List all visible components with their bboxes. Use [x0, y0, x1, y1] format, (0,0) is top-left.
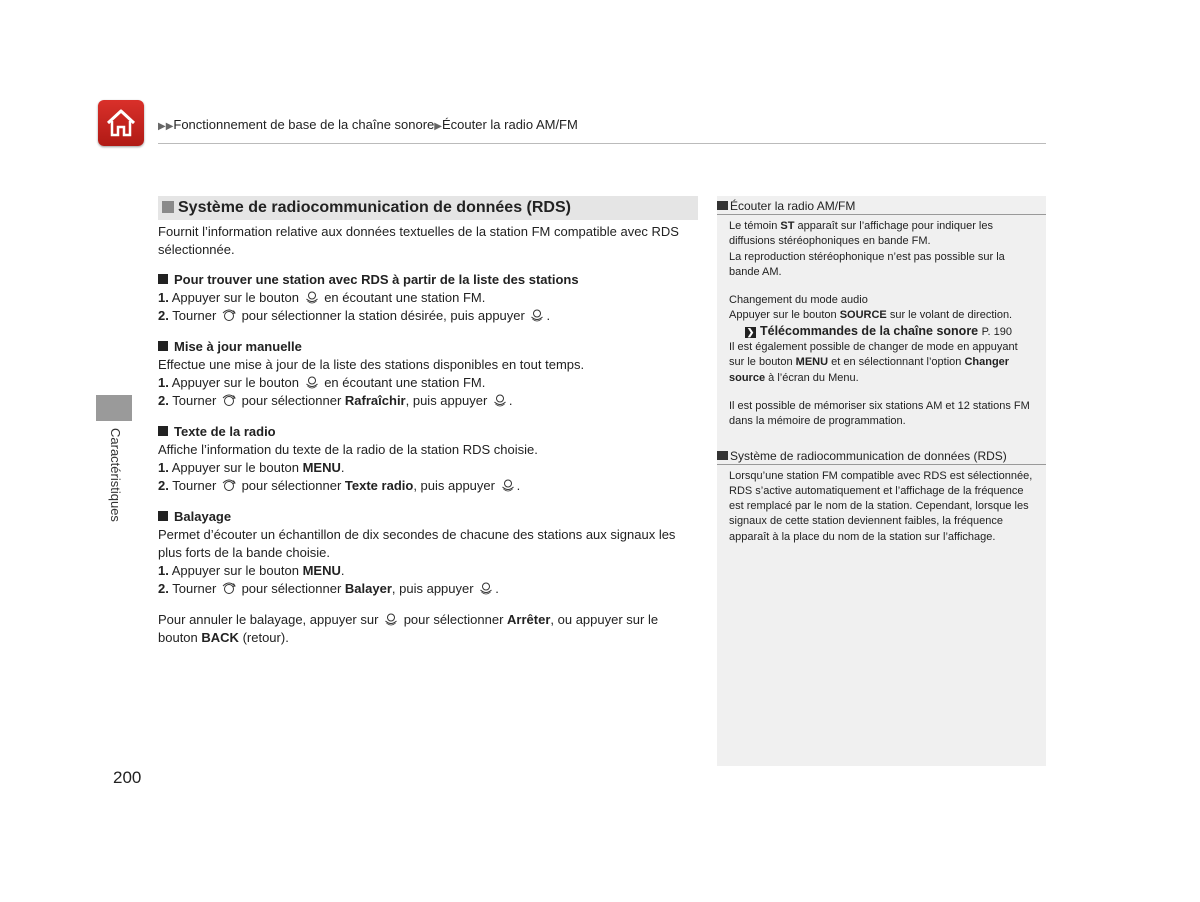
note-marker-icon — [717, 451, 728, 460]
audio-menu-button-icon — [305, 375, 319, 389]
cross-reference-link[interactable]: ❯ Télécommandes de la chaîne sonore P. 190 — [746, 323, 1013, 338]
step-1: 1. Appuyer sur le bouton MENU. — [158, 563, 345, 578]
note-paragraph: Appuyer sur le bouton SOURCE sur le volant de direction. — [729, 309, 1013, 322]
note-paragraph: Le témoin ST apparaît sur l’affichage pour indiquer les diffusions stéréophoniques en bande FM. — [729, 220, 993, 248]
bullet-square-icon — [158, 341, 168, 351]
section-heading — [158, 196, 698, 220]
sidebar-notes — [717, 196, 1046, 766]
step-2: 2. Tourner pour sélectionner la station désirée, puis appuyer . — [158, 308, 551, 323]
audio-menu-button-icon — [384, 612, 398, 626]
audio-menu-button-icon — [501, 478, 515, 492]
note-heading: Écouter la radio AM/FM — [717, 198, 1046, 215]
cancel-instruction: Pour annuler le balayage, appuyer sur pour sélectionner Arrêter, ou appuyer sur le bouton BACK (retour). — [158, 612, 659, 645]
bullet-square-icon — [158, 426, 168, 436]
step-2: 2. Tourner pour sélectionner Rafraîchir, puis appuyer . — [158, 393, 513, 408]
audio-menu-button-icon — [530, 308, 544, 322]
chapter-tab-label: Caractéristiques — [108, 428, 123, 522]
step-2: 2. Tourner pour sélectionner Balayer, puis appuyer . — [158, 581, 499, 596]
page-number: 200 — [113, 768, 142, 787]
intro-text: Fournit l’information relative aux données textuelles de la station FM compatible avec RDS sélectionnée. — [158, 224, 679, 257]
step-1: 1. Appuyer sur le bouton MENU. — [158, 460, 345, 475]
selector-knob-icon — [222, 581, 236, 595]
breadcrumb — [158, 117, 578, 132]
bullet-square-icon — [158, 511, 168, 521]
subsection-title: Texte de la radio — [158, 423, 698, 441]
breadcrumb-arrow-icon: ▶▶ — [158, 121, 174, 132]
header-divider — [158, 143, 1046, 144]
subsection-title: Pour trouver une station avec RDS à partir de la liste des stations — [158, 271, 698, 289]
breadcrumb-link-1[interactable]: Fonctionnement de base de la chaîne sonore — [173, 117, 435, 132]
subsection-desc: Permet d’écouter un échantillon de dix secondes de chacune des stations aux signaux les plus forts de la bande choisie. — [158, 527, 676, 560]
note-paragraph: La reproduction stéréophonique n’est pas possible sur la bande AM. — [729, 250, 1005, 278]
step-1: 1. Appuyer sur le bouton en écoutant une station FM. — [158, 375, 486, 390]
audio-menu-button-icon — [479, 581, 493, 595]
breadcrumb-arrow-icon: ▶ — [434, 121, 442, 132]
chapter-tab[interactable] — [96, 395, 132, 421]
home-icon[interactable] — [98, 100, 144, 146]
note-paragraph: Changement du mode audio — [729, 294, 868, 307]
subsection-title: Balayage — [158, 508, 698, 526]
note-paragraph: Il est également possible de changer de mode en appuyant sur le bouton MENU et en sélectionnant l’option Changer source à l’écran du Menu. — [729, 341, 1018, 384]
selector-knob-icon — [222, 393, 236, 407]
subsection-title: Mise à jour manuelle — [158, 338, 698, 356]
note-body — [717, 465, 1046, 545]
step-2: 2. Tourner pour sélectionner Texte radio, puis appuyer . — [158, 478, 521, 493]
step-1: 1. Appuyer sur le bouton en écoutant une station FM. — [158, 290, 486, 305]
selector-knob-icon — [222, 308, 236, 322]
breadcrumb-link-2[interactable]: Écouter la radio AM/FM — [442, 117, 578, 132]
audio-menu-button-icon — [305, 290, 319, 304]
note-marker-icon — [717, 201, 728, 210]
selector-knob-icon — [222, 478, 236, 492]
note-heading: Système de radiocommunication de données (RDS) — [717, 448, 1046, 465]
heading-square-icon — [162, 201, 174, 213]
bullet-square-icon — [158, 274, 168, 284]
note-body — [717, 215, 1046, 430]
note-paragraph: Il est possible de mémoriser six stations AM et 12 stations FM dans la mémoire de programmation. — [729, 399, 1030, 428]
audio-menu-button-icon — [493, 393, 507, 407]
subsection-desc: Affiche l’information du texte de la radio de la station RDS choisie. — [158, 442, 538, 457]
note-paragraph: Lorsqu’une station FM compatible avec RDS est sélectionnée, RDS s’active automatiquement et l’affichage de la fréquence est remplacé par le nom de la station. Cependant, lorsque les signaux de cette station deviennent faibles, la fréquence apparaît à la place du nom de la station sur l’affichage. — [729, 469, 1033, 543]
subsection-desc: Effectue une mise à jour de la liste des stations disponibles en tout temps. — [158, 357, 585, 372]
section-heading-text: Système de radiocommunication de données (RDS) — [178, 199, 571, 216]
main-content — [158, 196, 698, 647]
cross-ref-arrow-icon: ❯ — [746, 326, 755, 337]
